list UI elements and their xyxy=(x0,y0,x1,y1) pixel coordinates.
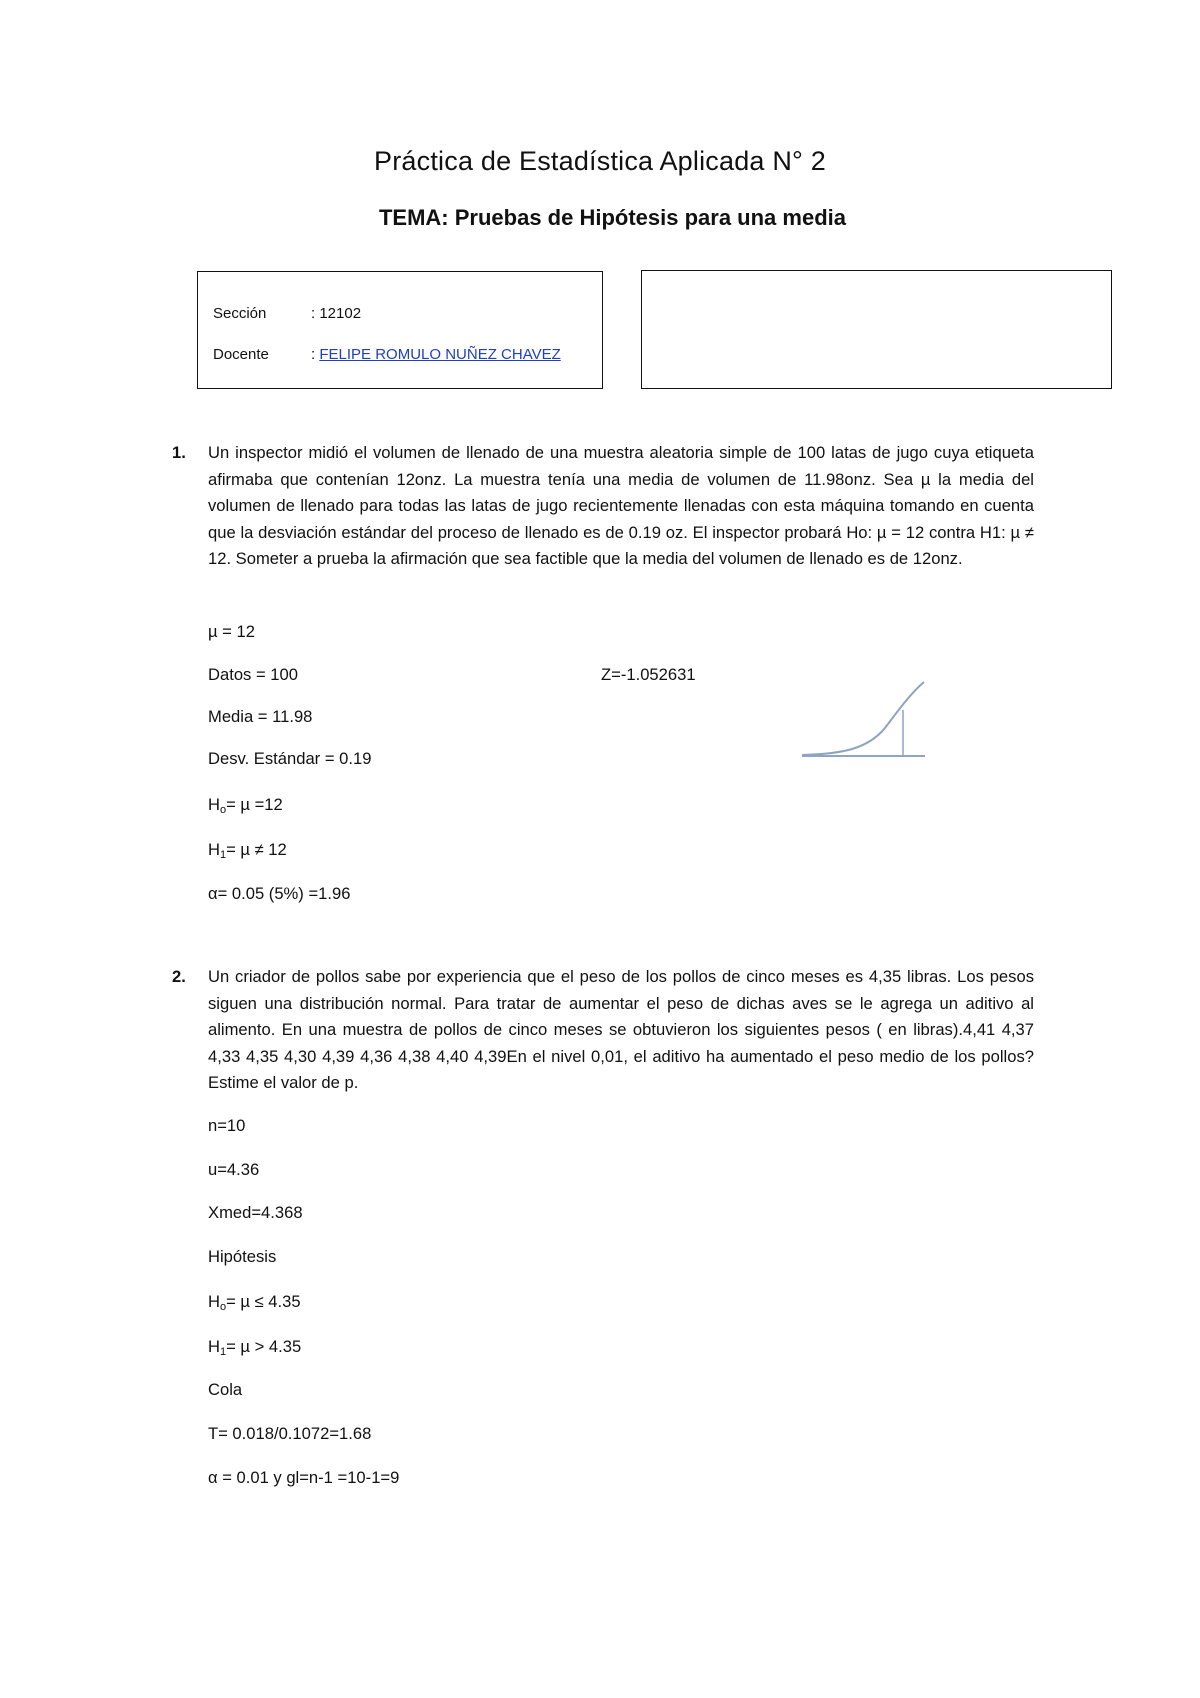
docente-row xyxy=(213,346,561,363)
curve-line xyxy=(802,682,924,755)
seccion-label: Sección xyxy=(213,305,267,322)
page-title: Práctica de Estadística Aplicada N° 2 xyxy=(374,146,826,176)
q1-h1-rest: = µ ≠ 12 xyxy=(226,840,287,859)
q2-cola: Cola xyxy=(208,1380,243,1399)
q1-media: Media = 11.98 xyxy=(208,707,313,726)
q2-hipotesis: Hipótesis xyxy=(208,1247,277,1266)
question-2 xyxy=(172,964,1034,1097)
q2-alpha: α = 0.01 y gl=n-1 =10-1=9 xyxy=(208,1468,400,1487)
seccion-value: : 12102 xyxy=(311,305,362,322)
q1-h0 xyxy=(208,795,283,816)
q2-h0 xyxy=(208,1292,301,1313)
info-box xyxy=(197,271,603,389)
empty-box xyxy=(641,270,1112,389)
q2-h1-h: H xyxy=(208,1337,220,1356)
q1-h1 xyxy=(208,840,287,861)
question-1-number: 1. xyxy=(172,443,186,462)
question-1 xyxy=(172,440,1034,573)
docente-label: Docente xyxy=(213,346,269,363)
q2-u: u=4.36 xyxy=(208,1160,260,1179)
q1-h1-h: H xyxy=(208,840,220,859)
docente-prefix: : xyxy=(311,346,320,363)
q1-desv: Desv. Estándar = 0.19 xyxy=(208,749,372,768)
q2-t: T= 0.018/0.1072=1.68 xyxy=(208,1424,372,1443)
q1-h0-rest: = µ =12 xyxy=(226,795,283,814)
seccion-row xyxy=(213,305,361,322)
q1-datos: Datos = 100 xyxy=(208,665,298,684)
docente-link[interactable]: FELIPE ROMULO NUÑEZ CHAVEZ xyxy=(319,346,561,363)
q1-h1-sub: 1 xyxy=(219,849,227,861)
question-1-text: Un inspector midió el volumen de llenado de una muestra aleatoria simple de 100 latas de jugo cuya etiqueta afirmaba que contenían 12onz. La muestra tenía una media de volumen de 11.98onz. Sea µ la media del volumen de llenado para todas las latas de jugo recientemente llenadas con esta máquina tomando en cuenta que la desviación estándar del proceso de llenado es de 0.19 oz. El inspector probará Ho: µ = 12 contra H1: µ ≠ 12. Someter a prueba la afirmación que sea factible que la media del volumen de llenado es de 12onz. xyxy=(208,443,1034,569)
q2-h1-rest: = µ > 4.35 xyxy=(226,1337,302,1356)
question-2-text: Un criador de pollos sabe por experiencia que el peso de los pollos de cinco meses es 4,35 libras. Los pesos siguen una distribución normal. Para tratar de aumentar el peso de dichas aves se le agrega un aditivo al alimento. En una muestra de pollos de cinco meses se obtuvieron los siguientes pesos ( en libras).4,41 4,37 4,33 4,35 4,30 4,39 4,36 4,38 4,40 4,39En el nivel 0,01, el aditivo ha aumentado el peso medio de los pollos? Estime el valor de p. xyxy=(208,967,1034,1093)
q2-h1 xyxy=(208,1337,301,1358)
q1-z-value: Z=-1.052631 xyxy=(601,665,696,684)
q2-h1-sub: 1 xyxy=(219,1346,227,1358)
q2-h0-h: H xyxy=(208,1292,220,1311)
page-subtitle: TEMA: Pruebas de Hipótesis para una media xyxy=(378,205,846,230)
q1-mu: µ = 12 xyxy=(208,622,255,641)
q1-h0-h: H xyxy=(208,795,220,814)
q2-xmed: Xmed=4.368 xyxy=(208,1203,303,1222)
q1-h0-sub: o xyxy=(219,804,227,816)
q2-h0-rest: = µ ≤ 4.35 xyxy=(226,1292,301,1311)
normal-curve-tail-sketch xyxy=(800,680,930,760)
q2-h0-sub: o xyxy=(219,1301,227,1313)
q2-n: n=10 xyxy=(208,1116,246,1135)
q1-alpha: α= 0.05 (5%) =1.96 xyxy=(208,884,351,903)
question-2-number: 2. xyxy=(172,967,186,986)
